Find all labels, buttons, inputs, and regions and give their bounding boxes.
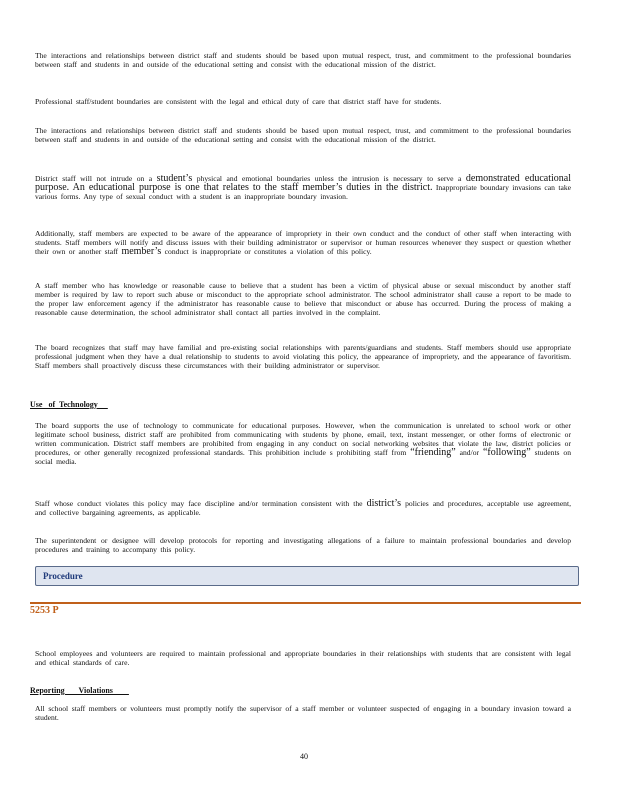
- page-number: 40: [300, 752, 308, 761]
- paragraph-notify-supervisor: All school staff members or volunteers must promptly notify the supervisor of a staff member or volunteer suspected of engaging in a boundary invasion toward a student.: [35, 704, 571, 723]
- section-divider: [30, 602, 581, 604]
- paragraph-technology: [35, 421, 571, 466]
- text-run: demonstrated educational purpose. An educational purpose is one that relates to the staff member’s duties in the district.: [35, 173, 571, 194]
- procedure-label: Procedure: [43, 571, 83, 581]
- paragraph-employees-volunteers: School employees and volunteers are required to maintain professional and appropriate boundaries in their relationships with students that are consistent with legal and ethical standards of care.: [35, 649, 571, 668]
- text-run: member’s: [121, 246, 162, 258]
- procedure-banner: [35, 566, 579, 586]
- paragraph-discipline: [35, 499, 571, 517]
- text-run: policies and procedures, acceptable use agreement, and collective bargaining agreements, as applicable.: [35, 499, 571, 518]
- text-run: district’s: [366, 498, 402, 509]
- paragraph-interactions-2: The interactions and relationships between district staff and students should be based upon mutual respect, trust, and commitment to the professional boundaries between staff and students in and outside of the educational setting and consist with the educational mission of the district.: [35, 126, 571, 145]
- text-run: Inappropriate boundary invasions can take various forms. Any type of sexual conduct with a student is an inappropriate boundary invasion.: [35, 183, 571, 202]
- heading-use-of-technology: Use of Technology: [30, 400, 108, 409]
- paragraph-impropriety: [35, 229, 571, 256]
- text-run: students on social media.: [35, 448, 571, 467]
- paragraph-professional-boundaries: Professional staff/student boundaries are consistent with the legal and ethical duty of care that district staff have for students.: [35, 97, 442, 106]
- text-run: Staff whose conduct violates this policy may face discipline and/or termination consistent with the: [35, 499, 367, 508]
- section-number: 5253 P: [30, 605, 59, 616]
- paragraph-interactions-1: The interactions and relationships between district staff and students should be based upon mutual respect, trust, and commitment to the professional boundaries between staff and students in and outside of the educational setting and consist with the educational mission of the district.: [35, 51, 571, 70]
- paragraph-superintendent: The superintendent or designee will develop protocols for reporting and investigating allegations of a failure to maintain professional boundaries and develop procedures and training to accompany this policy.: [35, 536, 571, 555]
- paragraph-reporting-abuse: A staff member who has knowledge or reasonable cause to believe that a student has been a victim of physical abuse or sexual misconduct by another staff member is required by law to report such abuse or misconduct to the appropriate school administrator. The school administrator shall cause a report to be made to the proper law enforcement agency if the administrator has reasonable cause to believe that misconduct or abuse has occurred. During the process of making a reasonable cause determination, the school administrator shall contact all parties involved in the complaint.: [35, 281, 571, 318]
- text-run: student’s: [156, 173, 193, 184]
- paragraph-familial-relationships: The board recognizes that staff may have familial and pre-existing social relationships with parents/guardians and students. Staff members should use appropriate professional judgment when they have a dual relationship to students to avoid violating this policy, the appearance of impropriety, and the appearance of favoritism. Staff members shall proactively discuss these circumstances with their building administrator or supervisor.: [35, 343, 571, 371]
- text-run: “following”: [482, 447, 531, 459]
- text-run: The board supports the use of technology to communicate for educational purposes. However, when the communication is unrelated to school work or other legitimate school business, district staff are prohibited from communicating with students by phone, email, text, instant messenger, or other forms of electronic or written communication. District staff members are prohibited from engaging in any conduct on social networking websites that violate the law, district policies or procedures, or other generally recognized professional standards. This prohibition include s prohibiting staff from: [35, 421, 571, 458]
- text-run: District staff will not intrude on a: [35, 174, 157, 183]
- text-run: physical and emotional boundaries unless the intrusion is necessary to serve a: [192, 174, 466, 183]
- text-run: conduct is inappropriate or constitutes a violation of this policy.: [161, 247, 372, 257]
- text-run: Additionally, staff members are expected to be aware of the appearance of impropriety in their own conduct and the conduct of other staff when interacting with students. Staff members will notify and discuss issues with their building administrator or supervisor or human resources whenever they suspect or question whether their own or another staff: [35, 229, 571, 257]
- text-run: and/or: [455, 448, 483, 458]
- text-run: “friending”: [410, 447, 456, 459]
- heading-reporting-violations: Reporting Violations: [30, 686, 129, 695]
- paragraph-intrusion: [35, 174, 571, 201]
